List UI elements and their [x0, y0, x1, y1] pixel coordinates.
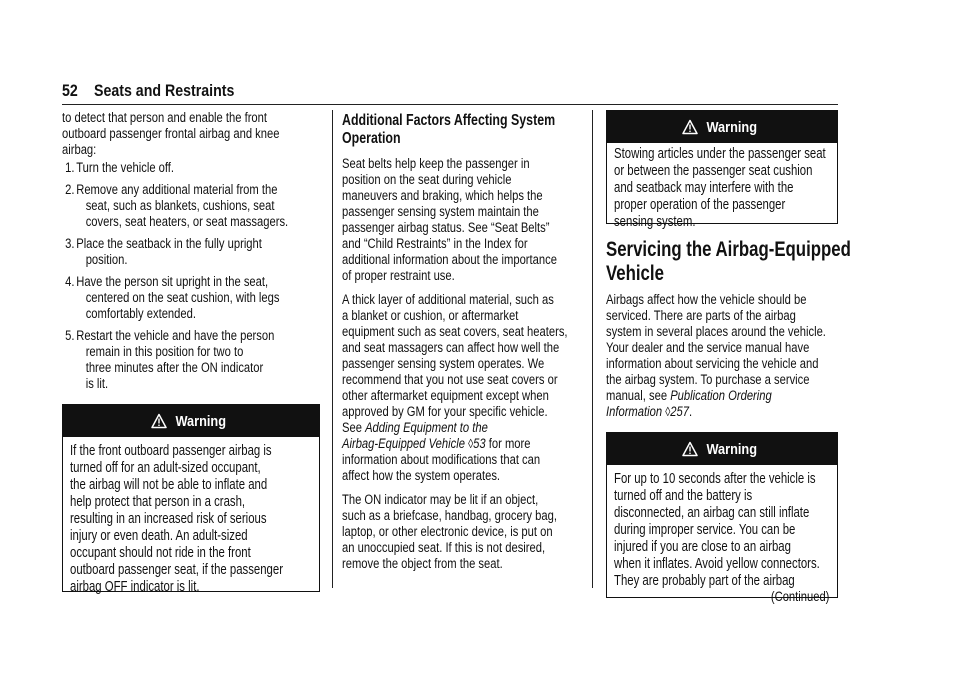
warning-label: Warning	[175, 412, 227, 430]
text-line: information about modifications that can	[342, 452, 541, 468]
text-line: airbag:	[62, 142, 97, 158]
list-item	[62, 182, 289, 230]
warning-box	[606, 432, 838, 604]
warning-text	[614, 471, 820, 590]
text-line: is lit.	[85, 376, 109, 392]
text-line: to detect that person and enable the front	[62, 110, 268, 126]
text-line: remain in this position for two to	[85, 344, 244, 360]
text-line: information about servicing the vehicle and	[606, 356, 819, 372]
text-line: occupant should not ride in the front	[70, 545, 251, 561]
text-line: The ON indicator may be lit if an object,	[342, 492, 539, 508]
warning-box	[62, 404, 320, 595]
text-line	[342, 420, 528, 436]
section-heading	[342, 112, 556, 148]
text-line: or between the passenger seat cushion	[614, 163, 813, 179]
heading-line: Vehicle	[606, 262, 664, 285]
heading-line: Operation	[342, 130, 401, 147]
step-number: 2.	[65, 182, 75, 198]
text-line: disconnected, an airbag can still inflate	[614, 505, 810, 521]
section-title: Seats and Restraints	[94, 82, 235, 100]
text-line: If the front outboard passenger airbag is	[70, 443, 272, 459]
text-line: the airbag will not be able to inflate and	[70, 477, 268, 493]
warning-header	[607, 433, 837, 465]
text-line: airbag OFF indicator is lit.	[70, 579, 200, 595]
text-fragment: manual, see	[606, 388, 668, 404]
warning-text	[70, 443, 283, 596]
text-line: For up to 10 seconds after the vehicle is	[614, 471, 816, 487]
steps-list	[62, 160, 320, 392]
text-line: three minutes after the ON indicator	[85, 360, 264, 376]
text-line: Have the person sit upright in the seat,	[76, 274, 269, 290]
list-item	[62, 274, 280, 322]
text-line: A thick layer of additional material, such as	[342, 292, 554, 308]
heading-line: Additional Factors Affecting System	[342, 112, 556, 129]
text-line: passenger airbag status. See “Seat Belts”	[342, 220, 550, 236]
text-line	[606, 388, 789, 404]
text-line: position.	[85, 252, 128, 268]
warning-header	[63, 405, 319, 437]
page-number: 52	[62, 82, 78, 100]
step-number: 5.	[65, 328, 75, 344]
column-3	[606, 110, 851, 604]
cross-reference-link[interactable]: Information	[606, 404, 663, 420]
text-line	[342, 436, 531, 452]
text-line: injured if you are close to an airbag	[614, 539, 791, 555]
text-line: covers, seat heaters, or seat massagers.	[85, 214, 289, 230]
text-line: a blanket or cushion, or aftermarket	[342, 308, 519, 324]
column-2	[342, 110, 578, 580]
text-line: comfortably extended.	[85, 306, 196, 322]
text-line: Turn the vehicle off.	[76, 160, 175, 176]
text-line: proper operation of the passenger	[614, 197, 786, 213]
heading-line: Servicing the Airbag-Equipped	[606, 238, 851, 261]
page-ref-icon: ◊	[665, 404, 671, 419]
text-line: system in several places around the vehicle.	[606, 324, 826, 340]
text-line: passenger sensing system maintain the	[342, 204, 539, 220]
text-line: Remove any additional material from the	[76, 182, 278, 198]
cross-reference-link[interactable]: Airbag-Equipped Vehicle	[342, 436, 465, 452]
paragraph	[342, 492, 557, 572]
paragraph	[342, 292, 568, 484]
text-line: when it inflates. Avoid yellow connectors.	[614, 556, 820, 572]
text-line: Your dealer and the service manual have	[606, 340, 810, 356]
text-line: remove the object from the seat.	[342, 556, 503, 572]
text-line: They are probably part of the airbag	[614, 573, 795, 589]
list-item	[62, 160, 266, 176]
cross-reference-link[interactable]: Adding Equipment to the	[365, 420, 488, 436]
intro-paragraph	[62, 110, 280, 158]
text-line: Stowing articles under the passenger seat	[614, 146, 826, 162]
warning-box	[606, 110, 838, 230]
text-line: position on the seat during vehicle	[342, 172, 512, 188]
text-line: other aftermarket equipment except when	[342, 388, 549, 404]
text-line: Restart the vehicle and have the person	[76, 328, 275, 344]
text-line: turned off for an adult-sized occupant,	[70, 460, 261, 476]
warning-label: Warning	[706, 440, 758, 458]
warning-icon	[151, 413, 167, 429]
text-line: the airbag system. To purchase a service	[606, 372, 810, 388]
text-line: and seatback may interfere with the	[614, 180, 794, 196]
text-line: seat, such as blankets, cushions, seat	[85, 198, 275, 214]
text-line: such as a briefcase, handbag, grocery bag,	[342, 508, 557, 524]
column-divider	[592, 110, 593, 588]
list-item	[62, 328, 275, 392]
text-line: Seat belts help keep the passenger in	[342, 156, 530, 172]
cross-reference-link[interactable]: Publication Ordering	[670, 388, 772, 404]
column-1	[62, 110, 320, 595]
text-fragment: for more	[488, 436, 531, 452]
text-line: recommend that you not use seat covers or	[342, 372, 558, 388]
text-line: laptop, or other electronic device, is put on	[342, 524, 553, 540]
page-reference[interactable]: 53	[473, 436, 486, 452]
warning-icon	[682, 441, 698, 457]
text-line: of proper restraint use.	[342, 268, 455, 284]
text-line: help protect that person in a crash,	[70, 494, 246, 510]
warning-text	[614, 146, 826, 231]
text-line: outboard passenger frontal airbag and knee	[62, 126, 280, 142]
text-line: passenger sensing system operates. We	[342, 356, 545, 372]
text-line: resulting in an increased risk of serious	[70, 511, 267, 527]
text-line: an unoccupied seat. If this is not desired,	[342, 540, 546, 556]
text-line: affect how the system operates.	[342, 468, 501, 484]
text-line: centered on the seat cushion, with legs	[85, 290, 280, 306]
text-line: equipment such as seat covers, seat heaters,	[342, 324, 568, 340]
list-item	[62, 236, 266, 268]
text-line: serviced. There are parts of the airbag	[606, 308, 796, 324]
warning-label: Warning	[706, 118, 758, 136]
text-line: sensing system.	[614, 214, 696, 230]
text-line: and seat massagers can affect how well the	[342, 340, 560, 356]
paragraph	[606, 292, 826, 420]
text-line: additional information about the importance	[342, 252, 557, 268]
text-line: and “Child Restraints” in the Index for	[342, 236, 528, 252]
page-header	[62, 82, 838, 105]
see-text: See	[342, 420, 362, 436]
section-heading	[606, 238, 851, 286]
warning-header	[607, 111, 837, 143]
step-number: 3.	[65, 236, 75, 252]
page-ref-icon: ◊	[468, 436, 474, 451]
text-line: outboard passenger seat, if the passenger	[70, 562, 283, 578]
step-number: 4.	[65, 274, 75, 290]
text-line: injury or even death. An adult-sized	[70, 528, 248, 544]
text-line: Information ◊257.	[606, 404, 693, 420]
text-line: Place the seatback in the fully upright	[76, 236, 262, 252]
column-divider	[332, 110, 333, 588]
text-line: Airbags affect how the vehicle should be	[606, 292, 807, 308]
warning-icon	[682, 119, 698, 135]
paragraph	[342, 156, 557, 284]
text-line: turned off and the battery is	[614, 488, 753, 504]
step-number: 1.	[65, 160, 75, 176]
continued-label: (Continued)	[770, 588, 830, 604]
text-line: during improper service. You can be	[614, 522, 796, 538]
text-line: approved by GM for your specific vehicle.	[342, 404, 548, 420]
text-line: maneuvers and braking, which helps the	[342, 188, 543, 204]
page-reference[interactable]: 257	[670, 404, 689, 420]
